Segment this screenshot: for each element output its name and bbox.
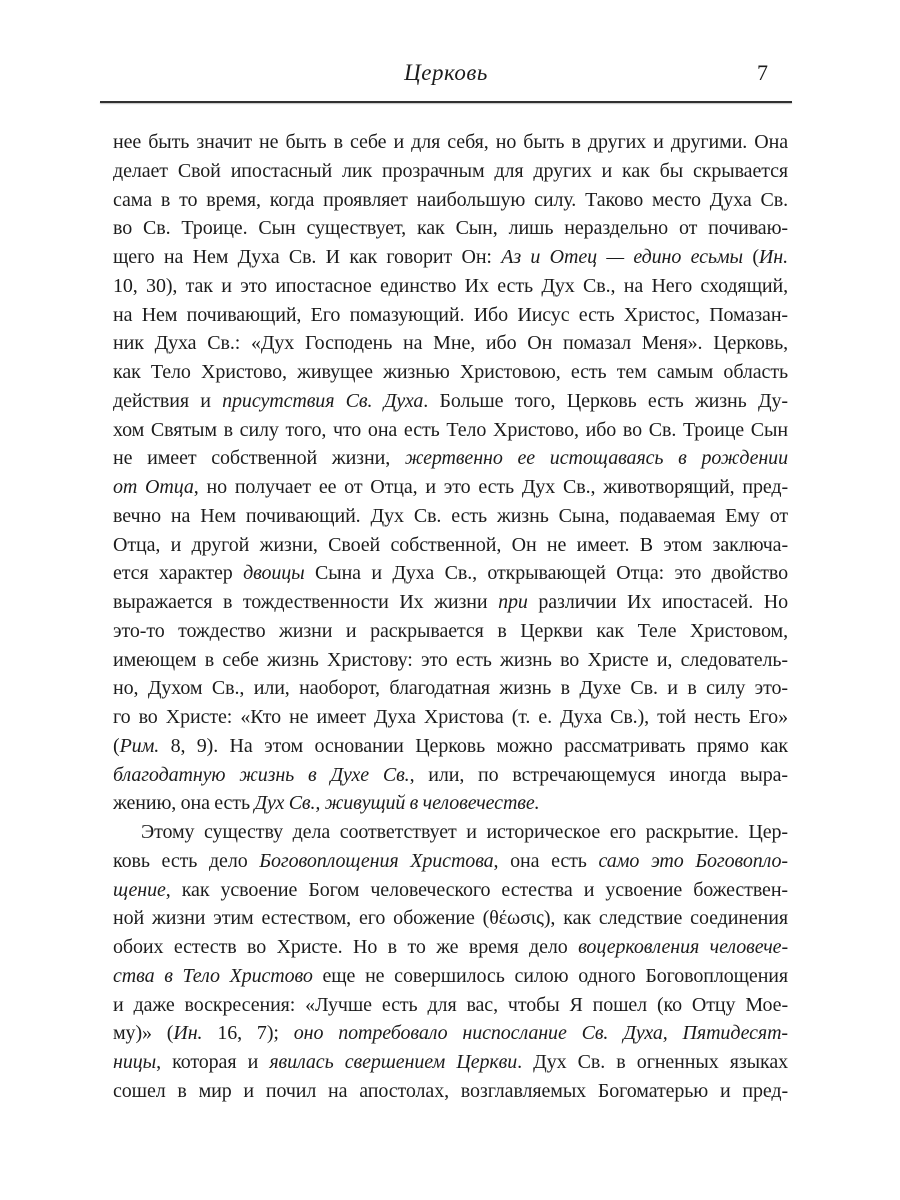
text-line	[113, 444, 788, 473]
text-line	[113, 128, 788, 157]
text-run: 10, 30), так и это ипостасное единство Их есть Дух Св., на Него сходящий,	[113, 274, 788, 297]
paragraph	[113, 128, 788, 818]
text-run: ной жизни этим естеством, его обожение (θέωσις), как следствие соединения	[113, 907, 788, 930]
italic-run: присутствия Св. Духа	[222, 389, 424, 412]
italic-run: Ин.	[758, 246, 788, 268]
text-line	[113, 876, 788, 905]
text-line	[113, 473, 788, 502]
italic-run: само это Боговопло-	[598, 849, 788, 872]
text-line	[113, 1019, 788, 1048]
text-run: Отца, и другой жизни, Своей собственной, Он не имеет. В этом заключа-	[113, 533, 788, 556]
text-line	[113, 904, 788, 933]
page-number: 7	[757, 60, 768, 85]
italic-run: ства в Тело Христово	[113, 964, 313, 987]
text-run: сама в то время, когда проявляет наибольшую силу. Таково место Духа Св.	[113, 188, 788, 211]
text-line	[113, 991, 788, 1020]
text-run: ется характер	[113, 562, 244, 585]
text-run: имеющем в себе жизнь Христову: это есть жизнь во Христе и, следователь-	[113, 648, 788, 671]
italic-run: оно потребовало ниспослание Св. Духа, Пятидесят-	[293, 1022, 788, 1045]
text-run: выражается в тождественности Их жизни	[113, 591, 499, 613]
italic-run: от Отца	[113, 476, 194, 498]
text-line	[113, 732, 788, 761]
text-line	[113, 329, 788, 358]
text-line	[113, 502, 788, 531]
paragraph	[113, 818, 788, 1106]
text-line	[113, 1048, 788, 1077]
text-line	[113, 962, 788, 991]
text-line	[113, 646, 788, 675]
text-run: это-то тождество жизни и раскрывается в Церкви как Теле Христовом,	[113, 619, 788, 642]
text-line	[113, 531, 788, 560]
text-run: различии Их ипостасей. Но	[527, 591, 789, 613]
text-run: хом Святым в силу того, что она есть Тело Христово, ибо во Св. Троице Сын	[113, 418, 788, 441]
italic-run: Рим.	[119, 734, 160, 757]
header-divider	[100, 101, 792, 103]
text-line	[113, 416, 788, 445]
text-line	[113, 358, 788, 387]
text-run: щего на Нем Духа Св. И как говорит Он:	[113, 246, 502, 268]
text-run: . Дух Св. в огненных языках	[517, 1051, 788, 1073]
text-line	[113, 818, 788, 847]
text-line	[113, 301, 788, 330]
text-run: . Больше того, Церковь есть жизнь Ду-	[423, 389, 788, 412]
text-line	[113, 789, 788, 818]
text-run: (	[743, 246, 759, 268]
italic-run: щение	[113, 878, 166, 901]
italic-run: Ин.	[173, 1022, 203, 1045]
text-run: еще не совершилось силою одного Боговоплощения	[312, 964, 788, 987]
page-header	[100, 60, 792, 94]
text-run: вечно на Нем почивающий. Дух Св. есть жизнь Сына, подаваемая Ему от	[113, 504, 788, 527]
text-run: во Св. Троице. Сын существует, как Сын, лишь нераздельно от почиваю-	[113, 217, 788, 240]
text-line	[113, 243, 788, 272]
text-run: Этому существу дела соответствует и историческое его раскрытие. Цер-	[141, 821, 788, 843]
text-run: му)» (	[113, 1022, 174, 1045]
italic-run: воцерковления человече-	[578, 936, 789, 958]
text-line	[113, 559, 788, 588]
italic-run: благодатную жизнь в Духе Св.	[113, 763, 410, 786]
text-line	[113, 617, 788, 646]
italic-run: жертвенно ее истощаваясь в рождении	[404, 447, 788, 470]
text-line	[113, 933, 788, 962]
text-run: 16, 7);	[202, 1022, 294, 1045]
text-run: 8, 9). На этом основании Церковь можно рассматривать прямо как	[159, 734, 788, 757]
text-line	[113, 703, 788, 732]
text-run: , или, по встречающемуся иногда выра-	[409, 763, 788, 786]
italic-run: Боговоплощения Христова	[259, 849, 494, 872]
text-run: , она есть	[493, 849, 599, 872]
text-line	[113, 186, 788, 215]
text-run: действия и	[113, 389, 223, 412]
text-run: на Нем почивающий, Его помазующий. Ибо Иисус есть Христос, Помазан-	[113, 303, 788, 326]
text-run: го во Христе: «Кто не имеет Духа Христова (т. е. Духа Св.), той несть Его»	[113, 706, 788, 728]
italic-run: явилась свершением Церкви	[269, 1051, 518, 1073]
text-run: делает Свой ипостасный лик прозрачным для других и как бы скрывается	[113, 159, 788, 182]
text-run: жению, она есть	[113, 792, 255, 815]
text-block	[113, 128, 788, 1106]
text-run: сошел в мир и почил на апостолах, возглавляемых Богоматерью и пред-	[113, 1079, 788, 1102]
text-run: и даже воскресения: «Лучше есть для вас, чтобы Я пошел (ко Отцу Мое-	[113, 993, 788, 1016]
text-run: (	[113, 734, 120, 757]
running-title: Церковь	[404, 60, 488, 85]
italic-run: при	[498, 591, 528, 613]
italic-run: Аз и Отец — едино есьмы	[501, 246, 744, 268]
text-run: ник Духа Св.: «Дух Господень на Мне, ибо Он помазал Меня». Церковь,	[113, 332, 788, 355]
text-line	[113, 674, 788, 703]
italic-run: двоицы	[243, 562, 305, 585]
text-line	[113, 588, 788, 617]
text-line	[113, 761, 788, 790]
italic-run: Дух Св., живущий в человечестве.	[254, 792, 540, 815]
text-line	[113, 157, 788, 186]
text-run: не имеет собственной жизни,	[113, 447, 405, 470]
text-line	[113, 272, 788, 301]
text-run: как Тело Христово, живущее жизнью Христовою, есть тем самым область	[113, 361, 788, 383]
text-run: Сына и Духа Св., открывающей Отца: это двойство	[304, 562, 788, 585]
text-line	[113, 387, 788, 416]
text-line	[113, 214, 788, 243]
text-run: , но получает ее от Отца, и это есть Дух Св., животворящий, пред-	[193, 476, 789, 498]
text-run: , которая и	[156, 1051, 270, 1073]
text-run: нее быть значит не быть в себе и для себя, но быть в других и другими. Она	[113, 131, 788, 153]
text-line	[113, 847, 788, 876]
text-run: ковь есть дело	[113, 849, 260, 872]
text-run: обоих естеств во Христе. Но в то же время дело	[113, 936, 579, 958]
text-run: но, Духом Св., или, наоборот, благодатная жизнь в Духе Св. и в силу это-	[113, 677, 788, 700]
text-line	[113, 1077, 788, 1106]
italic-run: ницы	[113, 1051, 157, 1073]
text-run: , как усвоение Богом человеческого естества и усвоение божествен-	[165, 878, 788, 901]
